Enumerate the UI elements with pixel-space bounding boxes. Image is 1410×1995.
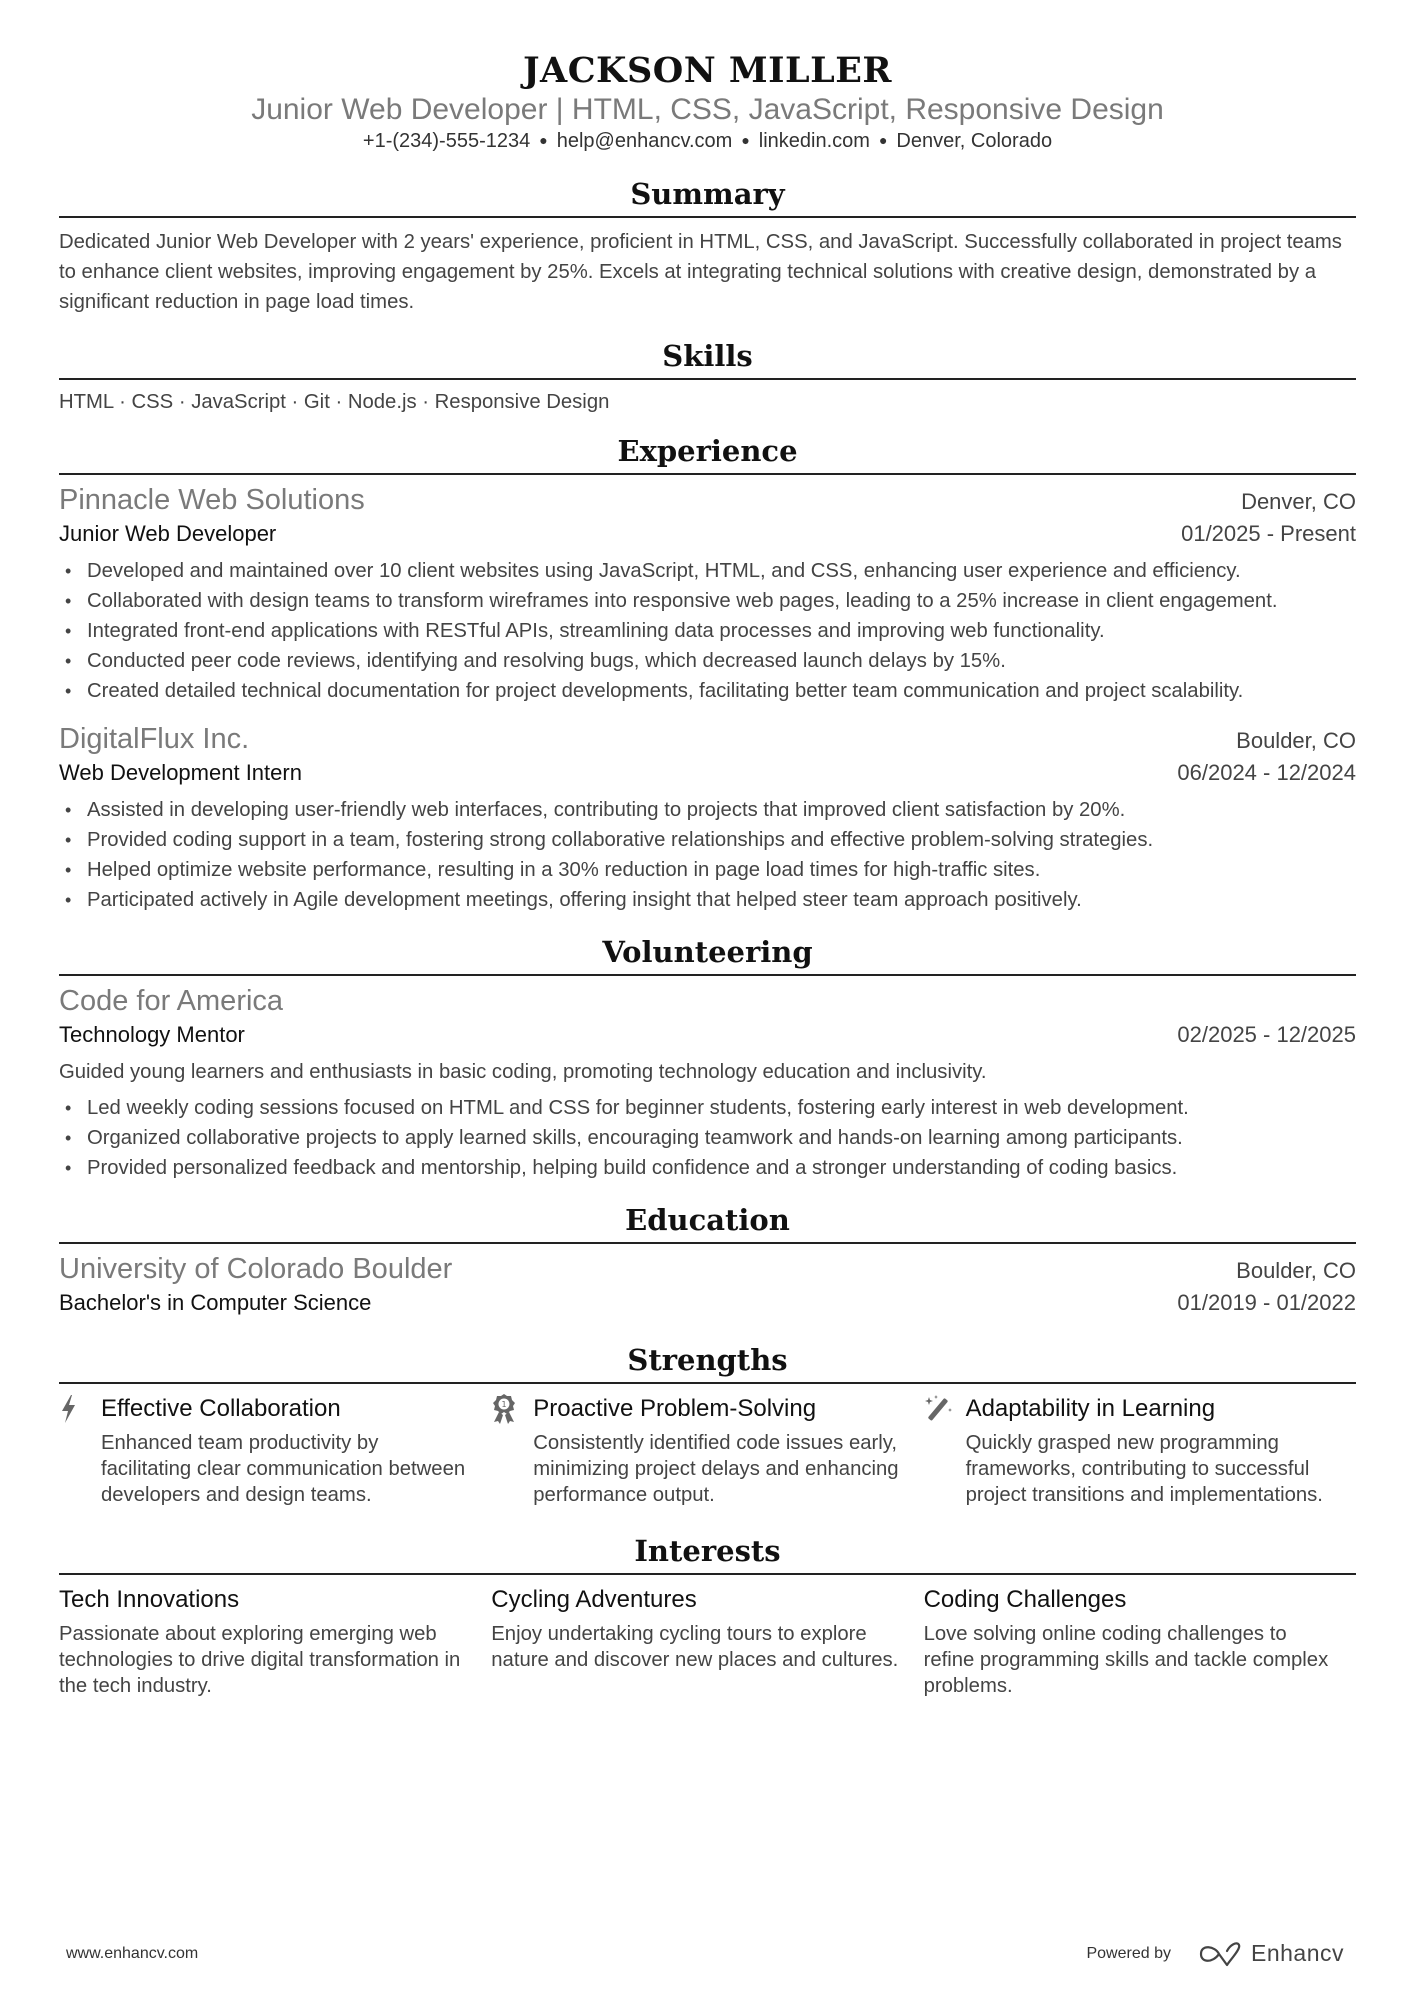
achievement-item: • Created detailed technical documentation for project developments, facilitating better team communication and project scalability. bbox=[59, 676, 1356, 706]
company-name: DigitalFlux Inc. bbox=[59, 723, 250, 755]
strengths-section bbox=[59, 1341, 1356, 1508]
strength-title: Adaptability in Learning bbox=[965, 1395, 1216, 1422]
section-divider bbox=[59, 1242, 1356, 1244]
interest-title: Cycling Adventures bbox=[491, 1586, 697, 1613]
achievement-item: • Participated actively in Agile development meetings, offering insight that helped steer team approach positively. bbox=[59, 885, 1356, 915]
volunteer-role: Technology Mentor bbox=[59, 1022, 245, 1047]
magic-wand-icon bbox=[924, 1394, 966, 1424]
section-divider bbox=[59, 378, 1356, 380]
education-section bbox=[59, 1201, 1356, 1319]
achievement-item: • Provided coding support in a team, fostering strong collaborative relationships and effective problem-solving strategies. bbox=[59, 825, 1356, 855]
section-title-skills: Skills bbox=[662, 339, 753, 373]
interest-title: Coding Challenges bbox=[923, 1586, 1127, 1613]
interest-item bbox=[491, 1583, 923, 1699]
location: Denver, Colorado bbox=[896, 130, 1053, 152]
separator-dot: ● bbox=[741, 132, 750, 148]
job-location: Boulder, CO bbox=[1236, 728, 1356, 753]
interest-description: Enjoy undertaking cycling tours to explore nature and discover new places and cultures. bbox=[491, 1623, 899, 1671]
education-entry bbox=[59, 1252, 1356, 1319]
strength-item bbox=[491, 1392, 923, 1508]
interest-item bbox=[59, 1583, 491, 1699]
achievement-item: • Integrated front-end applications with RESTful APIs, streamlining data processes and improving web functionality. bbox=[59, 616, 1356, 646]
separator-dot: ● bbox=[539, 132, 548, 148]
candidate-name: JACKSON MILLER bbox=[522, 50, 893, 91]
linkedin-link[interactable]: linkedin.com bbox=[758, 130, 870, 152]
achievement-list bbox=[59, 795, 1356, 915]
interest-description: Passionate about exploring emerging web technologies to drive digital transformation in the tech industry. bbox=[59, 1623, 461, 1697]
volunteer-description: Guided young learners and enthusiasts in basic coding, promoting technology education and inclusivity. bbox=[59, 1061, 987, 1083]
strength-item bbox=[924, 1392, 1356, 1508]
achievement-list bbox=[59, 556, 1356, 706]
school-location: Boulder, CO bbox=[1236, 1258, 1356, 1283]
section-divider bbox=[59, 1573, 1356, 1575]
interests-section bbox=[59, 1532, 1356, 1699]
experience-entry bbox=[59, 722, 1356, 915]
volunteering-entry bbox=[59, 984, 1356, 1183]
skills-list: HTML · CSS · JavaScript · Git · Node.js · Responsive Design bbox=[59, 391, 610, 413]
strength-description: Enhanced team productivity by facilitating clear communication between developers and design teams. bbox=[101, 1432, 466, 1506]
volunteering-section bbox=[59, 933, 1356, 1183]
section-title-strengths: Strengths bbox=[627, 1343, 788, 1377]
interest-title: Tech Innovations bbox=[59, 1586, 240, 1613]
organization-name: Code for America bbox=[59, 985, 284, 1017]
page-footer bbox=[66, 1940, 1344, 1967]
enhancv-brand: Enhancv bbox=[1250, 1940, 1344, 1966]
email-link[interactable]: help@enhancv.com bbox=[556, 130, 733, 152]
job-dates: 01/2025 - Present bbox=[1181, 521, 1356, 546]
footer-website-link[interactable]: www.enhancv.com bbox=[66, 1944, 199, 1962]
achievement-item: • Organized collaborative projects to apply learned skills, encouraging teamwork and hands-on learning among participants. bbox=[59, 1123, 1356, 1153]
resume-header bbox=[59, 0, 1356, 155]
volunteer-dates: 02/2025 - 12/2025 bbox=[1177, 1022, 1356, 1047]
experience-entry bbox=[59, 483, 1356, 706]
achievement-item: • Led weekly coding sessions focused on HTML and CSS for beginner students, fostering early interest in web development. bbox=[59, 1093, 1356, 1123]
candidate-title: Junior Web Developer | HTML, CSS, JavaScript, Responsive Design bbox=[251, 93, 1164, 126]
achievement-item: • Developed and maintained over 10 client websites using JavaScript, HTML, and CSS, enhancing user experience and efficiency. bbox=[59, 556, 1356, 586]
achievement-item: • Helped optimize website performance, resulting in a 30% reduction in page load times for high-traffic sites. bbox=[59, 855, 1356, 885]
experience-section bbox=[59, 432, 1356, 915]
achievement-item: • Assisted in developing user-friendly web interfaces, contributing to projects that improved client satisfaction by 20%. bbox=[59, 795, 1356, 825]
strength-description: Quickly grasped new programming frameworks, contributing to successful project transitions and implementations. bbox=[965, 1432, 1323, 1506]
strength-title: Effective Collaboration bbox=[101, 1395, 341, 1422]
section-title-volunteering: Volunteering bbox=[602, 935, 813, 969]
skills-section bbox=[59, 337, 1356, 416]
achievement-item: • Provided personalized feedback and mentorship, helping build confidence and a stronger understanding of coding basics. bbox=[59, 1153, 1356, 1183]
job-title: Web Development Intern bbox=[59, 760, 302, 785]
summary-text: Dedicated Junior Web Developer with 2 years' experience, proficient in HTML, CSS, and JavaScript. Successfully collaborated in project teams to enhance client websites, improving engagement by 25%. Excels at integrating technical solutions with creative design, demonstrated by a significant reduction in page load times. bbox=[59, 231, 1342, 313]
job-dates: 06/2024 - 12/2024 bbox=[1177, 760, 1356, 785]
achievement-list bbox=[59, 1093, 1356, 1183]
strengths-grid bbox=[59, 1392, 1356, 1508]
section-title-education: Education bbox=[625, 1203, 790, 1237]
school-name: University of Colorado Boulder bbox=[59, 1253, 453, 1285]
enhancv-logo-icon bbox=[1197, 1941, 1245, 1967]
contact-info bbox=[59, 128, 1356, 155]
section-divider bbox=[59, 1382, 1356, 1384]
section-title-experience: Experience bbox=[617, 434, 798, 468]
enhancv-logo[interactable] bbox=[1197, 1940, 1344, 1967]
strength-item bbox=[59, 1392, 491, 1508]
phone: +1-(234)-555-1234 bbox=[362, 130, 531, 152]
separator-dot: ● bbox=[878, 132, 888, 148]
degree: Bachelor's in Computer Science bbox=[59, 1290, 372, 1315]
achievement-item: • Conducted peer code reviews, identifying and resolving bugs, which decreased launch delays by 15%. bbox=[59, 646, 1356, 676]
section-title-interests: Interests bbox=[634, 1534, 781, 1568]
summary-section bbox=[59, 175, 1356, 317]
interest-item bbox=[924, 1583, 1356, 1699]
education-dates: 01/2019 - 01/2022 bbox=[1177, 1290, 1356, 1315]
svg-text:1: 1 bbox=[501, 1400, 507, 1409]
powered-by-label: Powered by bbox=[1086, 1944, 1171, 1962]
section-divider bbox=[59, 974, 1356, 976]
section-divider bbox=[59, 473, 1356, 475]
company-name: Pinnacle Web Solutions bbox=[59, 484, 365, 516]
strength-description: Consistently identified code issues early, minimizing project delays and enhancing performance output. bbox=[533, 1432, 899, 1506]
section-title-summary: Summary bbox=[630, 177, 785, 211]
resume-page bbox=[59, 0, 1356, 1699]
section-divider bbox=[59, 216, 1356, 218]
award-medal-icon bbox=[491, 1394, 533, 1424]
achievement-item: • Collaborated with design teams to transform wireframes into responsive web pages, leading to a 25% increase in client engagement. bbox=[59, 586, 1356, 616]
job-title: Junior Web Developer bbox=[59, 521, 277, 546]
job-location: Denver, CO bbox=[1241, 489, 1356, 514]
strength-title: Proactive Problem-Solving bbox=[533, 1395, 817, 1422]
lightning-bolt-icon bbox=[59, 1394, 101, 1424]
interest-description: Love solving online coding challenges to refine programming skills and tackle complex problems. bbox=[923, 1623, 1329, 1697]
powered-by bbox=[1086, 1940, 1344, 1967]
interests-grid bbox=[59, 1583, 1356, 1699]
